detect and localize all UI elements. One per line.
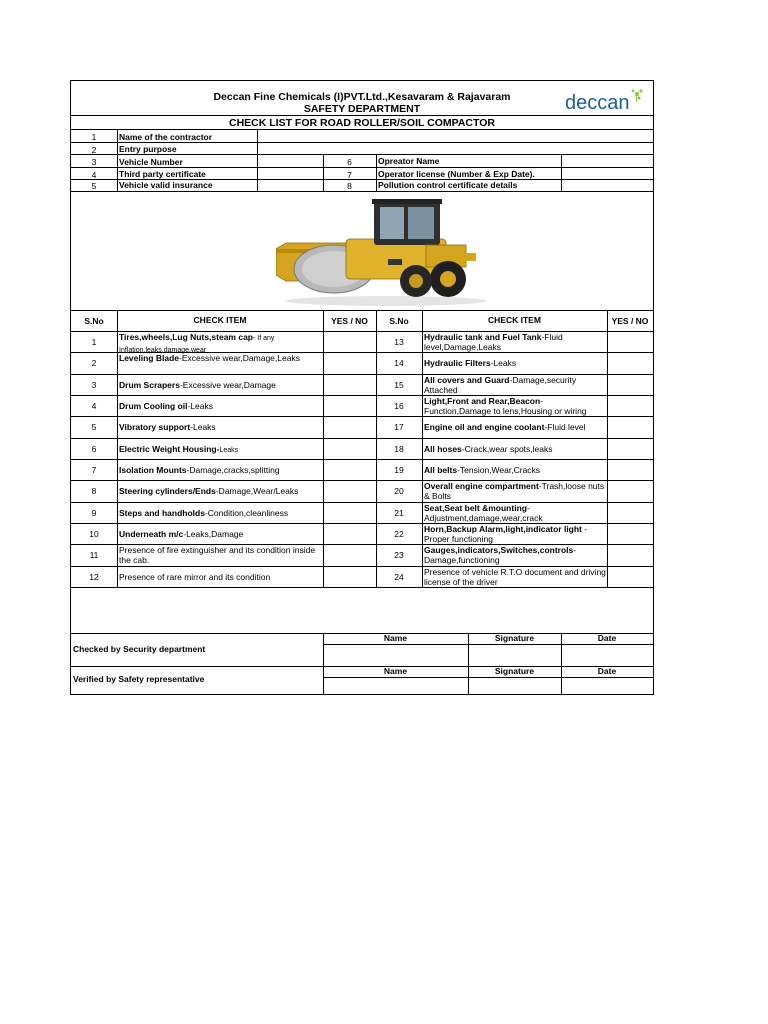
check-item-title: Light,Front and Rear,Beacon xyxy=(424,396,541,406)
row-number: 20 xyxy=(394,486,404,496)
row-number: 10 xyxy=(89,529,99,539)
check-item-title: Steering cylinders/Ends xyxy=(119,486,216,496)
check-item-detail: - If any Inflation,leaks,damage,wear xyxy=(119,335,275,354)
check-item xyxy=(424,332,606,352)
checked-by-label: Checked by Security department xyxy=(73,644,206,654)
check-item-title: Seat,Seat belt &mounting xyxy=(424,503,527,513)
company-name: Deccan Fine Chemicals (I)PVT.Ltd.,Kesavaram & Rajavaram xyxy=(213,91,511,103)
check-item-detail: -Fluid level xyxy=(544,422,586,432)
check-item xyxy=(424,503,606,523)
info-label: Name of the contractor xyxy=(119,132,213,142)
check-item xyxy=(424,545,606,565)
logo-leaf-icon xyxy=(632,89,643,102)
row-number: 2 xyxy=(91,358,97,368)
check-item-detail: -Leaks xyxy=(187,401,213,411)
header-yes-no: YES / NO xyxy=(331,316,368,326)
info-no: 5 xyxy=(91,181,97,191)
info-label: Entry purpose xyxy=(119,144,177,154)
check-item xyxy=(119,529,321,539)
row-number: 15 xyxy=(394,380,404,390)
check-item-title: Isolation Mounts xyxy=(119,465,187,475)
check-item-detail: Presence of vehicle R.T.O document and driving license of the driver xyxy=(424,567,606,587)
check-item-title: Drum Cooling oil xyxy=(119,401,188,411)
info-label: Vehicle Number xyxy=(119,157,183,167)
check-item xyxy=(424,465,606,475)
col-date: Date xyxy=(597,633,617,643)
row-number: 3 xyxy=(91,380,97,390)
check-item-detail: Presence of fire extinguisher and its condition inside the cab. xyxy=(119,545,316,565)
row-number: 4 xyxy=(91,401,97,411)
info-no: 4 xyxy=(91,170,97,180)
row-number: 6 xyxy=(91,444,97,454)
check-item-title: Overall engine compartment xyxy=(424,481,539,491)
row-number: 24 xyxy=(394,572,404,582)
info-no: 6 xyxy=(347,157,352,167)
check-item-detail: Presence of rare mirror and its condition xyxy=(119,572,271,582)
row-number: 21 xyxy=(394,508,404,518)
info-label: Opreator Name xyxy=(378,156,440,166)
check-item xyxy=(119,508,321,518)
row-number: 23 xyxy=(394,550,404,560)
row-number: 19 xyxy=(394,465,404,475)
info-no: 3 xyxy=(91,157,97,167)
checklist-sheet xyxy=(70,80,654,695)
col-signature: Signature xyxy=(494,666,535,676)
row-number: 1 xyxy=(91,337,97,347)
check-item-detail: -Proper functioning xyxy=(424,524,588,544)
check-item-detail: -Fluid level,Damage,Leaks xyxy=(424,332,563,352)
check-item xyxy=(424,422,606,432)
check-item xyxy=(119,465,321,475)
info-no: 8 xyxy=(347,181,352,191)
department-title: SAFETY DEPARTMENT xyxy=(303,103,421,115)
row-number: 13 xyxy=(394,337,404,347)
check-item-detail: -Leaks,Damage xyxy=(183,529,244,539)
check-item-title: Engine oil and engine coolant xyxy=(424,422,545,432)
row-number: 22 xyxy=(394,529,404,539)
check-item xyxy=(424,375,606,395)
check-item-title: All belts xyxy=(424,465,458,475)
check-item xyxy=(424,524,606,544)
check-item xyxy=(424,481,606,501)
row-number: 11 xyxy=(89,550,99,560)
row-number: 5 xyxy=(91,422,97,432)
check-item-title: All covers and Guard xyxy=(424,375,510,385)
header-yes-no: YES / NO xyxy=(611,316,649,326)
row-number: 8 xyxy=(91,486,97,496)
road-roller-image xyxy=(276,199,491,309)
check-item xyxy=(119,545,321,565)
info-label: Operator license (Number & Exp Date). xyxy=(378,169,535,179)
row-number: 16 xyxy=(394,401,404,411)
header-check-item: CHECK ITEM xyxy=(193,315,247,325)
check-item-detail: -Damage,security Attached xyxy=(424,375,577,395)
check-item-detail: -Damage,cracks,splitting xyxy=(186,465,280,475)
logo-text: deccan xyxy=(565,92,630,114)
checklist-title: CHECK LIST FOR ROAD ROLLER/SOIL COMPACTOR xyxy=(228,117,495,129)
check-item-detail: -Leaks xyxy=(190,422,216,432)
check-item-title: Vibratory support xyxy=(119,422,191,432)
check-item xyxy=(424,567,606,587)
check-item xyxy=(119,380,321,390)
check-item xyxy=(424,358,606,368)
check-item xyxy=(424,396,606,416)
check-item-title: Drum Scrapers xyxy=(119,380,180,390)
check-item-title: Leveling Blade xyxy=(119,353,179,363)
col-name: Name xyxy=(383,633,408,643)
header-check-item: CHECK ITEM xyxy=(488,315,541,325)
check-item xyxy=(119,401,321,411)
info-no: 1 xyxy=(91,132,97,142)
row-number: 17 xyxy=(394,422,404,432)
check-item-detail: -Damage,Wear/Leaks xyxy=(215,486,299,496)
info-no: 7 xyxy=(347,170,352,180)
check-item-detail: -Tension,Wear,Cracks xyxy=(457,465,541,475)
row-number: 12 xyxy=(89,572,99,582)
col-name: Name xyxy=(383,666,408,676)
check-item-title: Hydraulic tank and Fuel Tank xyxy=(424,332,542,342)
check-item-title: Electric Weight Housing- xyxy=(119,444,220,454)
check-item-detail: -Excessive wear,Damage,Leaks xyxy=(179,353,300,363)
check-item xyxy=(119,422,321,432)
info-label: Pollution control certificate details xyxy=(378,180,518,190)
info-no: 2 xyxy=(91,145,97,155)
check-item-detail: -Damage,functioning xyxy=(424,545,577,565)
check-item-title: Underneath m/c xyxy=(119,529,184,539)
deccan-logo xyxy=(565,87,647,115)
header-sno: S.No xyxy=(389,316,409,326)
info-label: Third party certificate xyxy=(119,169,206,179)
check-item xyxy=(119,444,321,456)
check-item-title: Steps and handholds xyxy=(119,508,205,518)
row-number: 9 xyxy=(91,508,97,518)
check-item-detail: -Crack,wear spots,leaks xyxy=(461,444,553,454)
check-item-detail: Leaks xyxy=(219,447,239,454)
check-item-title: Hydraulic Filters xyxy=(424,358,491,368)
check-item-detail: -Leaks xyxy=(490,358,517,368)
check-item-detail: -Condition,cleanliness xyxy=(204,508,289,518)
row-number: 18 xyxy=(394,444,404,454)
check-item xyxy=(424,444,606,454)
verified-by-label: Verified by Safety representative xyxy=(73,674,205,684)
check-item-detail: -Adjustment,damage,wear,crack xyxy=(424,503,543,523)
check-item-title: Horn,Backup Alarm,light,indicator light xyxy=(424,524,582,534)
check-item-detail: -Function,Damage to lens,Housing or wiring xyxy=(424,396,587,416)
check-item xyxy=(119,572,321,582)
check-item-detail: -Trash,loose nuts & Bolts xyxy=(424,481,605,501)
check-item-title: All hoses xyxy=(424,444,462,454)
check-item xyxy=(119,353,321,363)
info-label: Vehicle valid insurance xyxy=(119,180,213,190)
check-item-title: Tires,wheels,Lug Nuts,steam cap xyxy=(119,332,253,342)
col-signature: Signature xyxy=(494,633,535,643)
row-number: 7 xyxy=(91,465,97,475)
check-item-detail: -Excessive wear,Damage xyxy=(179,380,276,390)
check-item-title: Gauges,indicators,Switches,controls xyxy=(424,545,574,555)
row-number: 14 xyxy=(394,358,404,368)
col-date: Date xyxy=(597,666,617,676)
check-item xyxy=(119,486,321,496)
header-sno: S.No xyxy=(84,316,104,326)
